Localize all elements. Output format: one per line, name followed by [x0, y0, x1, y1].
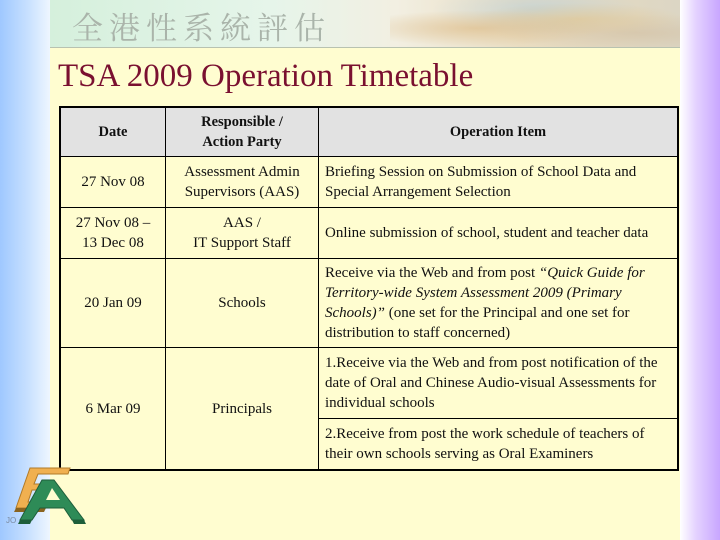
table-row — [60, 157, 678, 208]
cell-item: 2.Receive from post the work schedule of teachers of their own schools serving as Oral Examiners — [319, 419, 679, 471]
cell-date: 20 Jan 09 — [60, 259, 166, 348]
banner-chinese-title: 全港性系統評估 — [72, 11, 331, 47]
cell-item: Briefing Session on Submission of School Data and Special Arrangement Selection — [319, 157, 679, 208]
table-row — [60, 259, 678, 348]
cell-party — [166, 208, 319, 259]
cell-item — [319, 259, 679, 348]
banner-map-image — [390, 0, 680, 47]
cell-party: Principals — [166, 348, 319, 471]
right-gradient-band — [680, 0, 720, 540]
party-line2: Supervisors (AAS) — [184, 184, 300, 200]
party-line1: AAS / — [223, 215, 261, 231]
cell-date: 27 Nov 08 — [60, 157, 166, 208]
header-operation-item: Operation Item — [319, 107, 679, 157]
date-line2: 13 Dec 08 — [82, 235, 144, 251]
table-header-row — [60, 107, 678, 157]
cell-party — [166, 157, 319, 208]
cell-item: Online submission of school, student and teacher data — [319, 208, 679, 259]
header-party — [166, 107, 319, 157]
cell-party: Schools — [166, 259, 319, 348]
party-line2: IT Support Staff — [193, 235, 291, 251]
header-party-line1: Responsible / — [201, 114, 283, 130]
date-line1: 27 Nov 08 – — [75, 215, 151, 231]
item-text: Receive via the Web and from post — [325, 265, 539, 281]
left-gradient-band — [0, 0, 50, 540]
party-line1: Assessment Admin — [184, 164, 300, 180]
header-date: Date — [60, 107, 166, 157]
item-guide-title: “Quick Guide for Territory-wide System Assessment 2009 (Primary Schools)” — [325, 265, 645, 321]
item-text-suffix: (one set for the Principal and one set for distribution to staff concerned) — [325, 305, 630, 341]
header-party-line2: Action Party — [202, 134, 282, 150]
table-row — [60, 208, 678, 259]
slide-title: TSA 2009 Operation Timetable — [58, 58, 474, 94]
cell-date — [60, 208, 166, 259]
cell-item: 1.Receive via the Web and from post notification of the date of Oral and Chinese Audio-visual Assessments for individual schools — [319, 348, 679, 419]
header-banner — [50, 0, 680, 48]
cell-date: 6 Mar 09 — [60, 348, 166, 471]
logo-small-text: JO — [6, 516, 17, 525]
table-row — [60, 348, 678, 419]
operation-timetable — [59, 106, 679, 471]
